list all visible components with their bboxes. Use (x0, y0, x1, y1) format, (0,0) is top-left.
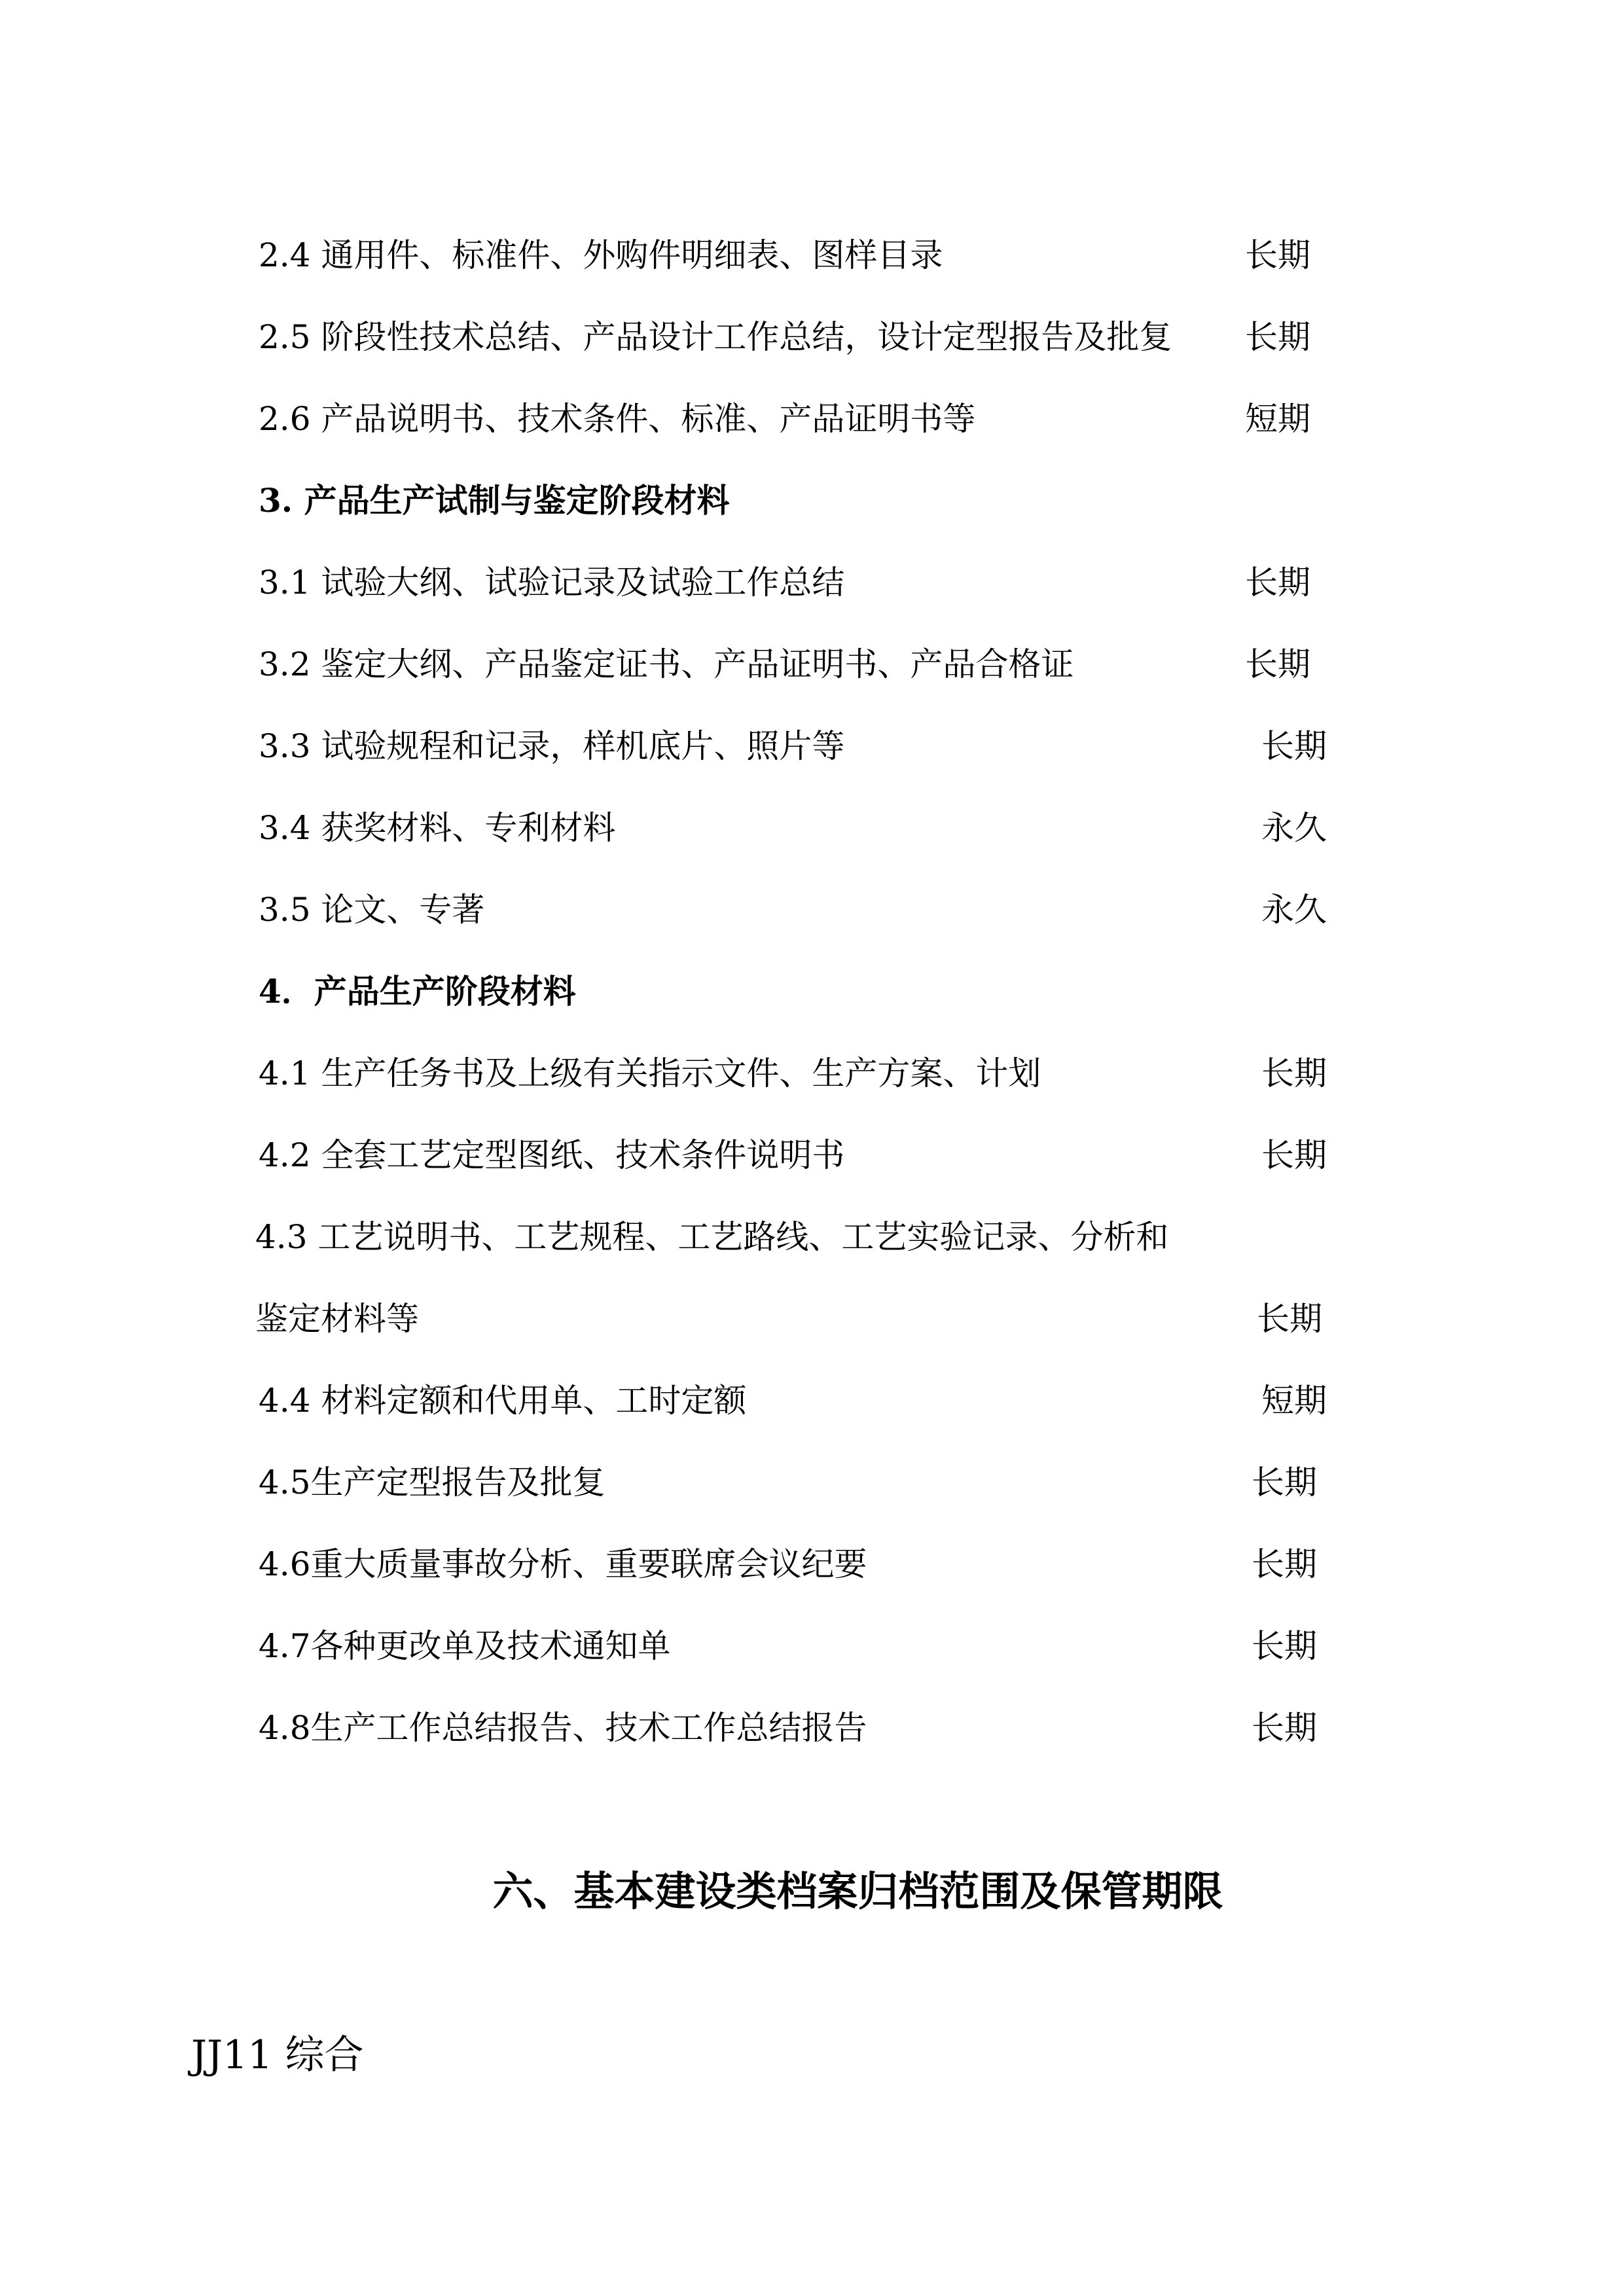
item-period: 长期 (1261, 1054, 1327, 1092)
item-text: 2.6 产品说明书、技术条件、标准、产品证明书等 (259, 400, 976, 438)
item-period: 永久 (1261, 809, 1327, 847)
item-period: 长期 (1245, 645, 1310, 683)
item-period: 长期 (1257, 1300, 1322, 1338)
item-period: 长期 (1261, 1136, 1327, 1174)
item-text: 4.6重大质量事故分析、重要联席会议纪要 (259, 1545, 867, 1583)
item-text: 鉴定材料等 (255, 1300, 419, 1338)
item-period: 长期 (1252, 1463, 1317, 1501)
item-period: 短期 (1261, 1382, 1327, 1420)
item-text: 2.4 通用件、标准件、外购件明细表、图样目录 (259, 236, 943, 274)
item-text: 4.2 全套工艺定型图纸、技术条件说明书 (259, 1136, 845, 1174)
item-period: 长期 (1245, 236, 1310, 274)
item-text: 3.3 试验规程和记录，样机底片、照片等 (259, 727, 845, 765)
section-heading-4: 4．产品生产阶段材料 (259, 972, 576, 1011)
item-text: 3.1 试验大纲、试验记录及试验工作总结 (259, 564, 845, 601)
subsection-title: JJ11 综合 (191, 2032, 364, 2078)
item-text: 4.1 生产任务书及上级有关指示文件、生产方案、计划 (259, 1054, 1041, 1092)
item-period: 长期 (1252, 1709, 1317, 1747)
item-period: 永久 (1261, 891, 1327, 929)
item-text: 3.5 论文、专著 (259, 891, 485, 929)
item-period: 长期 (1252, 1627, 1317, 1665)
item-text: 4.3 工艺说明书、工艺规程、工艺路线、工艺实验记录、分析和 (255, 1218, 1169, 1256)
section-title: 六、基本建设类档案归档范围及保管期限 (492, 1867, 1223, 1915)
item-period: 长期 (1261, 727, 1327, 765)
item-period: 长期 (1252, 1545, 1317, 1583)
item-text: 4.5生产定型报告及批复 (259, 1463, 605, 1501)
item-text: 4.4 材料定额和代用单、工时定额 (259, 1382, 747, 1420)
section-heading-3: 3. 产品生产试制与鉴定阶段材料 (259, 481, 730, 520)
item-text: 4.8生产工作总结报告、技术工作总结报告 (259, 1709, 867, 1747)
item-text: 2.5 阶段性技术总结、产品设计工作总结，设计定型报告及批复 (259, 318, 1172, 356)
item-period: 长期 (1245, 318, 1310, 356)
item-text: 4.7各种更改单及技术通知单 (259, 1627, 671, 1665)
item-text: 3.4 获奖材料、专利材料 (259, 809, 616, 847)
item-period: 短期 (1245, 400, 1310, 438)
item-text: 3.2 鉴定大纲、产品鉴定证书、产品证明书、产品合格证 (259, 645, 1074, 683)
item-period: 长期 (1245, 564, 1310, 601)
